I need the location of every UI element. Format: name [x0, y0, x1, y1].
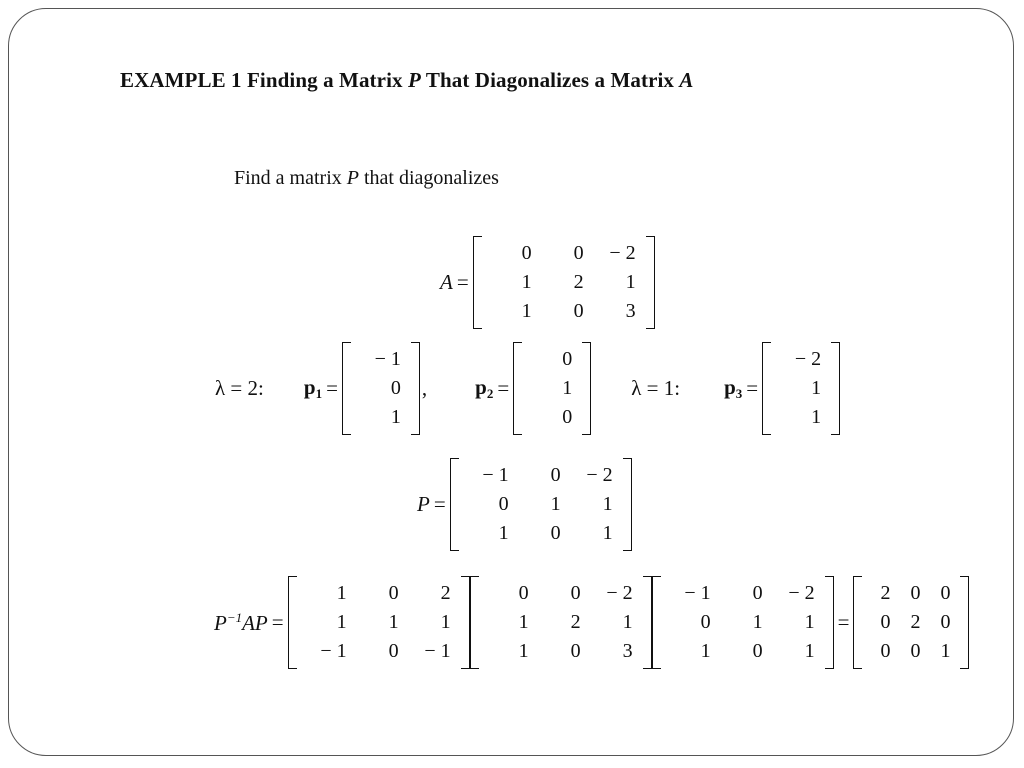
matrix-p-inverse [288, 576, 470, 669]
matrix-cell: 0 [518, 582, 529, 604]
matrix-p-product [652, 576, 834, 669]
matrix-cell: 1 [518, 611, 529, 633]
label-p-inverse: $P^{-1}AP$ [214, 609, 268, 635]
matrix-diagonal [853, 576, 969, 669]
matrix-cell: 1 [562, 377, 573, 399]
left-bracket [853, 576, 862, 669]
p3-label: $p_3$ [724, 375, 743, 401]
matrix-cell: 1 [622, 611, 633, 633]
right-bracket [646, 236, 655, 329]
matrix-cell: 0 [390, 377, 401, 399]
matrix-cell: − 1 [684, 582, 711, 604]
matrix-cell: 0 [880, 640, 891, 662]
matrix-cell: 0 [752, 582, 763, 604]
matrix-cell: 0 [562, 348, 573, 370]
left-bracket [473, 236, 482, 329]
matrix-cell: 0 [752, 640, 763, 662]
left-bracket [288, 576, 297, 669]
right-bracket [825, 576, 834, 669]
equation-eigenvectors: λ = 2: $p_1$ = − 1 0 1 , $p_2$ = 0 1 0 λ = 1: $p_3$ = − 2 1 1 [215, 342, 840, 435]
matrix-cell: 0 [388, 640, 399, 662]
matrix-cell: 0 [880, 611, 891, 633]
matrix-cell: − 2 [609, 242, 636, 264]
matrix-cell: − 1 [374, 348, 401, 370]
matrix-a-product [470, 576, 652, 669]
matrix-cell: 1 [602, 493, 613, 515]
matrix-cell: 0 [940, 611, 951, 633]
lambda-2-label: λ = 2: [215, 376, 264, 400]
matrix-cell: 1 [440, 611, 451, 633]
matrix-cell: 0 [570, 582, 581, 604]
matrix-cell: − 1 [320, 640, 347, 662]
matrix-cell: 0 [570, 640, 581, 662]
matrix-cell: 1 [804, 640, 815, 662]
matrix-cell: 1 [498, 522, 509, 544]
matrix-cell: 1 [804, 611, 815, 633]
matrix-cell: 1 [752, 611, 763, 633]
matrix-cell: 1 [518, 640, 529, 662]
matrix-cell: 1 [602, 522, 613, 544]
slide-title: EXAMPLE 1 Finding a Matrix P That Diagonalizes a Matrix A [120, 68, 694, 92]
right-bracket [960, 576, 969, 669]
p2-label: $p_2$ [475, 375, 494, 401]
right-bracket [411, 342, 420, 435]
matrix-cell: 1 [388, 611, 399, 633]
matrix-cell: 1 [521, 300, 532, 322]
matrix-cell: 0 [562, 406, 573, 428]
matrix-cell: 2 [880, 582, 891, 604]
matrix-cell: 0 [700, 611, 711, 633]
label-a: A [440, 270, 453, 294]
right-bracket [643, 576, 652, 669]
vector-p1 [342, 342, 420, 435]
matrix-cell: 0 [388, 582, 399, 604]
matrix-cell: 0 [573, 242, 584, 264]
left-bracket [513, 342, 522, 435]
left-bracket [652, 576, 661, 669]
matrix-cell: − 2 [788, 582, 815, 604]
matrix-cell: 1 [700, 640, 711, 662]
matrix-cell: 0 [573, 300, 584, 322]
left-bracket [762, 342, 771, 435]
matrix-cell: 3 [625, 300, 636, 322]
matrix-cell: 1 [521, 271, 532, 293]
matrix-cell: 0 [940, 582, 951, 604]
matrix-p [450, 458, 632, 551]
matrix-cell: 1 [336, 582, 347, 604]
left-bracket [342, 342, 351, 435]
left-bracket [470, 576, 479, 669]
matrix-cell: 2 [570, 611, 581, 633]
matrix-cell: 1 [940, 640, 951, 662]
matrix-cell: − 2 [794, 348, 822, 370]
label-p: P [417, 492, 430, 516]
right-bracket [831, 342, 840, 435]
p1-label: $p_1$ [303, 375, 323, 401]
matrix-cell: 3 [622, 640, 633, 662]
matrix-cell: 0 [550, 464, 561, 486]
matrix-cell: − 2 [606, 582, 633, 604]
right-bracket [582, 342, 591, 435]
matrix-cell: 1 [336, 611, 347, 633]
right-bracket [461, 576, 470, 669]
lambda-1-label: λ = 1: [631, 376, 681, 400]
matrix-cell: 2 [910, 611, 921, 633]
matrix-cell: 1 [390, 406, 401, 428]
matrix-cell: 0 [498, 493, 509, 515]
matrix-cell: 0 [521, 242, 532, 264]
vector-p3 [762, 342, 840, 435]
matrix-cell: − 2 [586, 464, 613, 486]
comma: , [421, 376, 428, 400]
equation-matrix-a [440, 236, 655, 329]
matrix-cell: − 1 [482, 464, 509, 486]
matrix-cell: 1 [811, 377, 822, 399]
matrix-cell: 0 [550, 522, 561, 544]
matrix-cell: − 1 [424, 640, 451, 662]
matrix-cell: 1 [625, 271, 636, 293]
equation-diagonalization: $P^{-1}AP$ = 1 0 2 1 1 1 − 1 0 − 1 0 0 − 2 1 2 1 1 0 3 − 1 0 − 2 0 1 1 1 0 1 = 2 0 0 0 2 0 0 0 1 [214, 576, 969, 669]
matrix-cell: 2 [573, 271, 584, 293]
right-bracket [623, 458, 632, 551]
equation-matrix-p: P = − 1 0 − 2 0 1 1 1 0 1 [417, 458, 632, 551]
left-bracket [450, 458, 459, 551]
intro-text: Find a matrix P that diagonalizes [234, 167, 499, 189]
matrix-cell: 0 [910, 582, 921, 604]
vector-p2 [513, 342, 591, 435]
equals-sign: = [456, 270, 469, 294]
matrix-cell: 1 [550, 493, 561, 515]
matrix-cell: 1 [811, 406, 822, 428]
matrix-cell: 0 [910, 640, 921, 662]
matrix-a [473, 236, 655, 329]
matrix-cell: 2 [440, 582, 451, 604]
